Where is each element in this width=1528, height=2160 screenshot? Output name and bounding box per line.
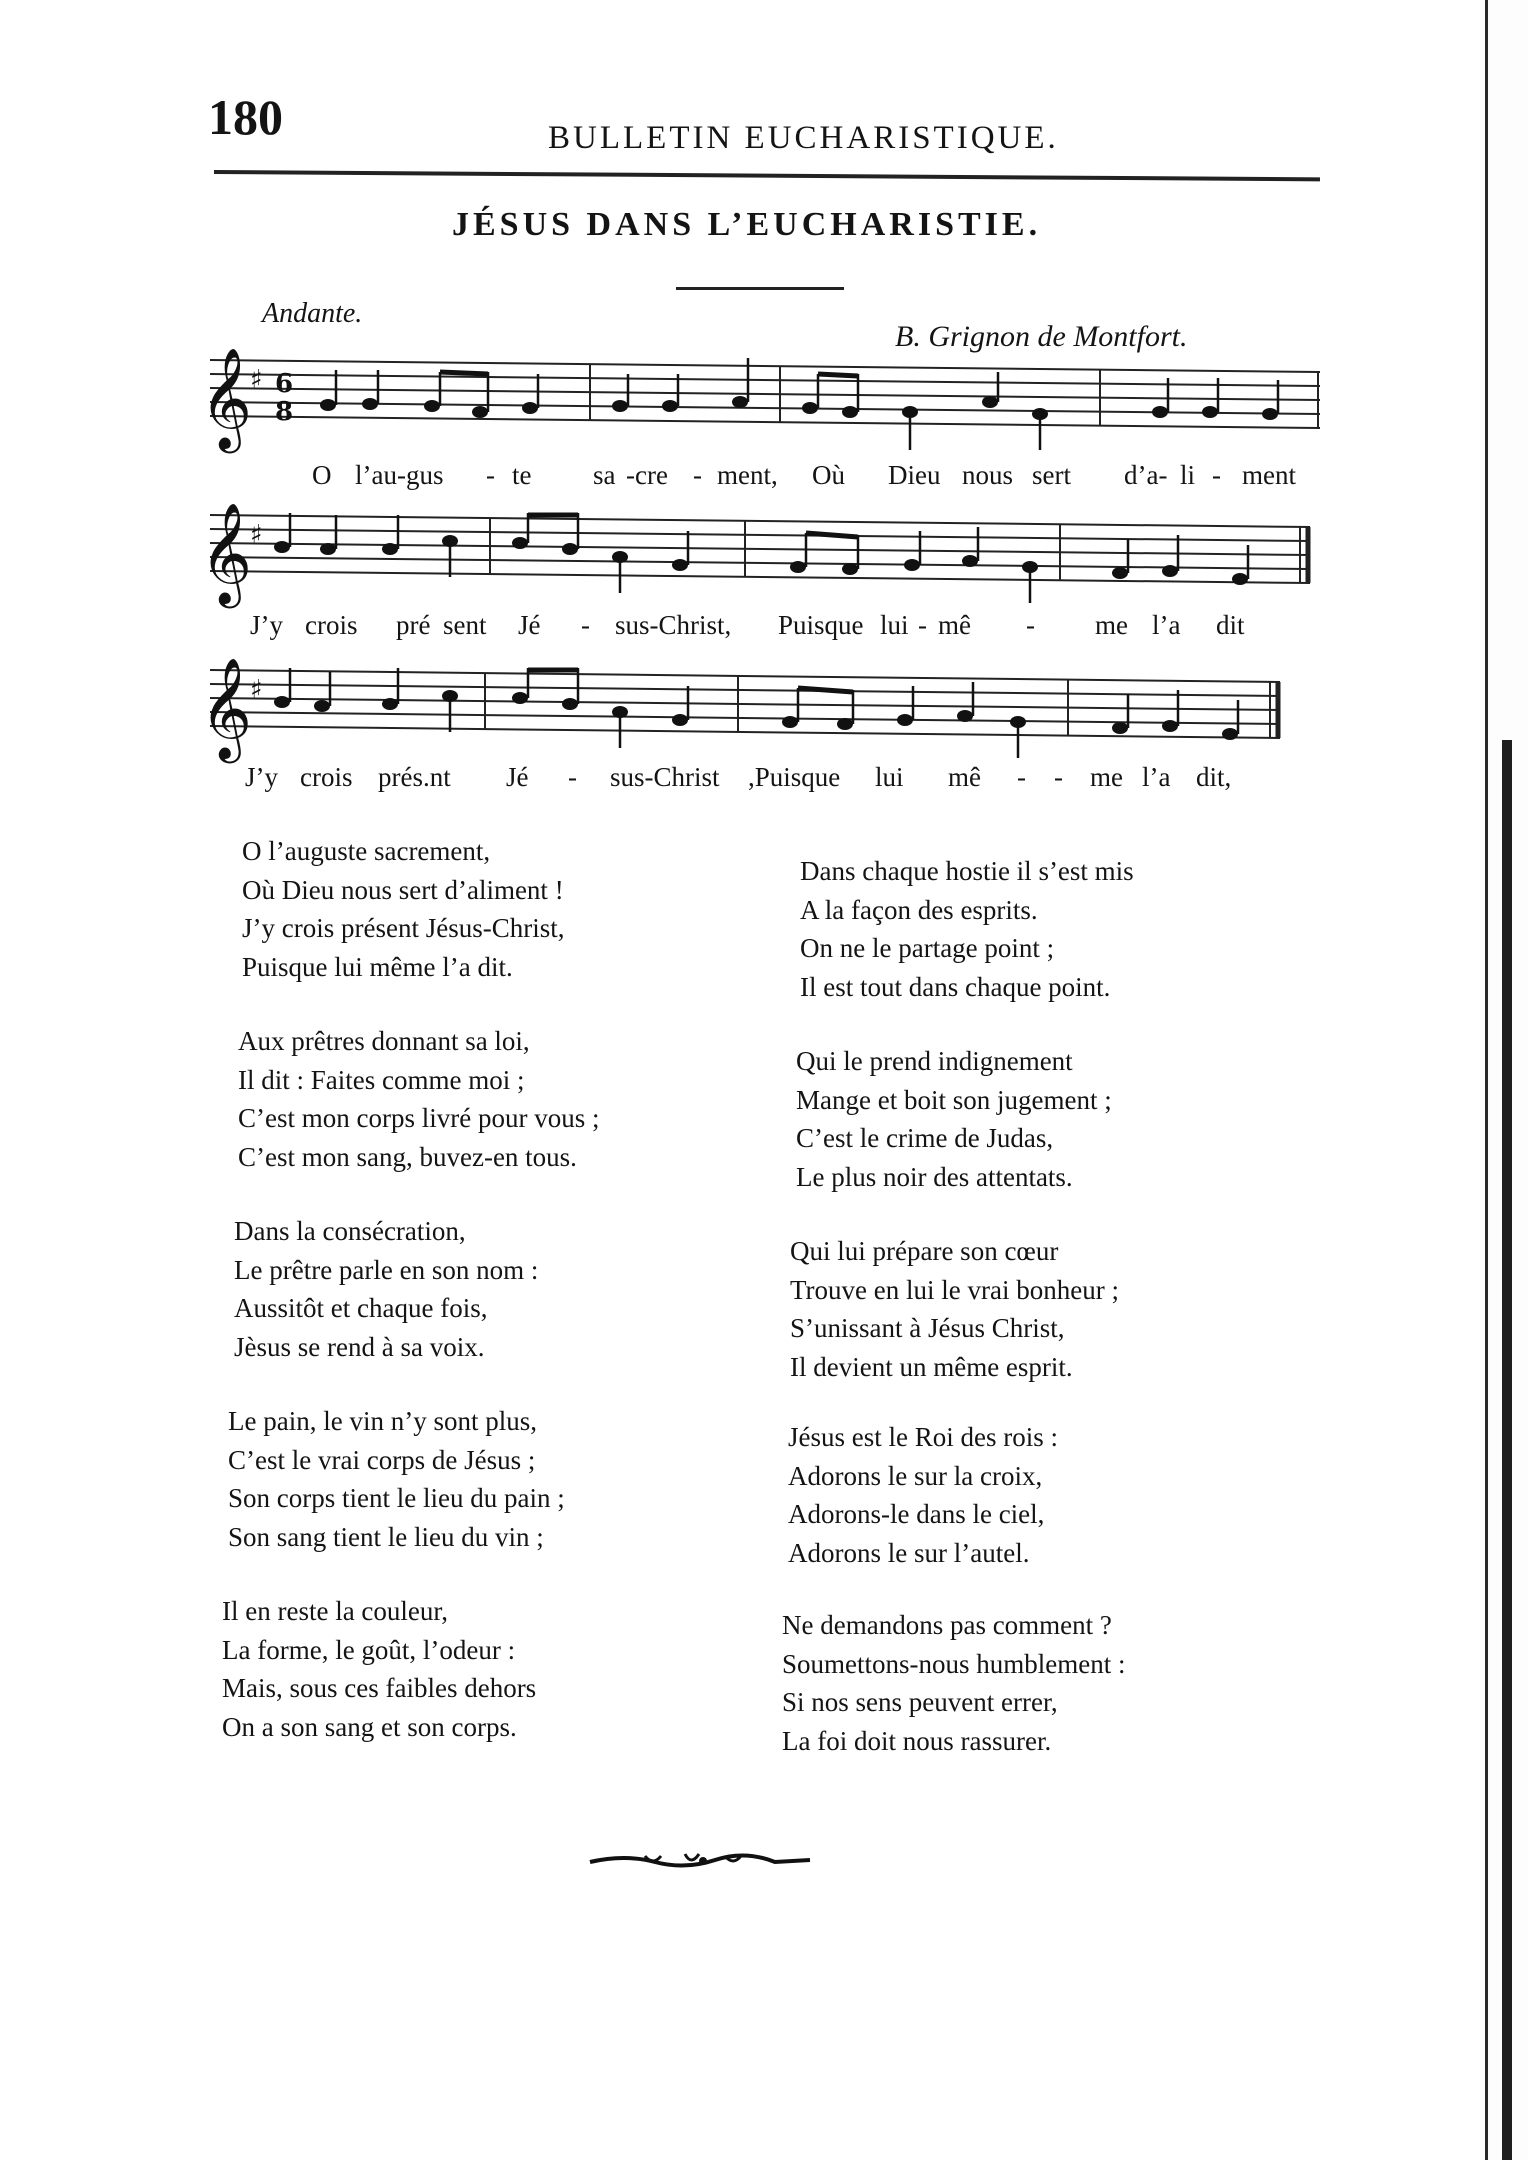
- lyric-word: -: [918, 610, 927, 640]
- lyric-word: ment: [1242, 460, 1296, 490]
- music-staff-1: [200, 346, 1320, 460]
- lyric-word: -: [1212, 460, 1221, 490]
- verse-line: Il en reste la couleur,: [222, 1596, 449, 1626]
- lyric-word: -: [1017, 762, 1026, 792]
- lyric-word: nous: [962, 460, 1014, 490]
- verse-line: Trouve en lui le vrai bonheur ;: [790, 1274, 1119, 1305]
- verse-line: Jésus est le Roi des rois :: [788, 1422, 1058, 1452]
- verse-line: Dans la consécration,: [234, 1216, 466, 1246]
- verse-line: Qui le prend indignement: [796, 1046, 1073, 1076]
- verse-line: Adorons-le dans le ciel,: [788, 1499, 1045, 1529]
- hymn-title: JÉSUS DANS L’EUCHARISTIE.: [452, 206, 1042, 243]
- verse-line: A la façon des esprits.: [800, 894, 1038, 925]
- page-number: 180: [208, 89, 283, 145]
- lyric-word: te: [512, 460, 532, 490]
- svg-text:♯: ♯: [250, 365, 263, 395]
- verse-line: Soumettons-nous humblement :: [782, 1648, 1126, 1679]
- lyric-word: Puisque: [778, 610, 864, 640]
- lyric-word: -: [486, 460, 495, 490]
- lyric-word: crois: [300, 762, 353, 792]
- lyric-word: li: [1180, 460, 1196, 490]
- lyric-word: Jé: [518, 610, 541, 640]
- page-edge: [1485, 0, 1528, 2160]
- verse-line: Le plus noir des attentats.: [796, 1161, 1073, 1192]
- stanza-right-3: [790, 1232, 1119, 1386]
- lyric-word: sa: [593, 460, 616, 490]
- verse-line: C’est mon corps livré pour vous ;: [238, 1103, 600, 1133]
- lyric-word: me: [1095, 610, 1128, 640]
- verse-line: La forme, le goût, l’odeur :: [222, 1634, 516, 1665]
- verse-line: C’est le crime de Judas,: [796, 1123, 1054, 1153]
- lyric-word: lui: [875, 762, 904, 792]
- stanza-right-4: [788, 1418, 1058, 1572]
- verse-line: Il est tout dans chaque point.: [800, 971, 1111, 1002]
- lyric-word: me: [1090, 762, 1123, 792]
- svg-text:𝄞: 𝄞: [200, 346, 253, 449]
- verse-line: Puisque lui même l’a dit.: [242, 951, 513, 982]
- svg-text:𝄞: 𝄞: [200, 656, 253, 759]
- stanza-left-4: [228, 1402, 565, 1556]
- header-rule: [214, 170, 1320, 181]
- lyric-word: Jé: [506, 762, 529, 792]
- stanza-right-2: [796, 1042, 1112, 1196]
- lyric-word: ment,: [717, 460, 778, 490]
- verse-line: Son corps tient le lieu du pain ;: [228, 1483, 565, 1513]
- stanza-right-5: [782, 1606, 1126, 1760]
- lyric-word: mê: [938, 610, 971, 640]
- verse-line: Ne demandons pas comment ?: [782, 1610, 1112, 1640]
- lyric-word: sert: [1032, 460, 1071, 490]
- lyric-word: lui: [880, 610, 909, 640]
- svg-text:6: 6: [275, 369, 294, 399]
- verse-line: S’unissant à Jésus Christ,: [790, 1313, 1065, 1343]
- verse-line: C’est mon sang, buvez-en tous.: [238, 1141, 577, 1172]
- svg-text:♯: ♯: [250, 675, 263, 705]
- stanza-left-1: [242, 832, 564, 986]
- composer-credit: B. Grignon de Montfort.: [895, 320, 1188, 353]
- tempo-marking: Andante.: [262, 298, 363, 329]
- lyric-word: l’a: [1152, 610, 1181, 640]
- lyric-word: l’au-gus: [355, 460, 444, 490]
- stanza-left-3: [234, 1212, 538, 1366]
- lyric-word: ,Puisque: [748, 762, 841, 792]
- ornament-divider: [585, 1848, 815, 1872]
- verse-line: On ne le partage point ;: [800, 933, 1055, 963]
- lyric-word: dit,: [1196, 762, 1232, 792]
- lyric-word: -cre: [626, 460, 668, 490]
- verse-line: Mais, sous ces faibles dehors: [222, 1673, 537, 1703]
- lyric-word: mê: [948, 762, 981, 792]
- lyric-word: -: [568, 762, 577, 792]
- verse-line: Aussitôt et chaque fois,: [234, 1293, 488, 1323]
- verse-line: Jèsus se rend à sa voix.: [234, 1331, 485, 1362]
- verse-line: Le pain, le vin n’y sont plus,: [228, 1406, 537, 1436]
- lyric-word: pré: [396, 610, 431, 640]
- verse-line: Où Dieu nous sert d’aliment !: [242, 874, 564, 905]
- lyric-word: J’y: [245, 762, 278, 792]
- lyric-word: O: [312, 460, 332, 490]
- verse-line: Il devient un même esprit.: [790, 1351, 1073, 1382]
- verse-line: Qui lui prépare son cœur: [790, 1236, 1059, 1266]
- verse-line: Son sang tient le lieu du vin ;: [228, 1521, 544, 1552]
- verse-line: Le prêtre parle en son nom :: [234, 1254, 539, 1285]
- lyric-word: crois: [305, 610, 358, 640]
- lyric-word: -: [1054, 762, 1063, 792]
- lyric-word: sus-Christ: [610, 762, 720, 792]
- verse-line: Adorons le sur l’autel.: [788, 1537, 1030, 1568]
- stanza-right-1: [800, 852, 1134, 1006]
- lyric-word: d’a-: [1124, 460, 1168, 490]
- lyric-word: sus-Christ,: [615, 610, 732, 640]
- svg-text:8: 8: [275, 397, 294, 427]
- verse-line: J’y crois présent Jésus-Christ,: [242, 913, 565, 943]
- running-title: BULLETIN EUCHARISTIQUE.: [548, 120, 1059, 156]
- stanza-left-5: [222, 1592, 536, 1746]
- verse-line: Il dit : Faites comme moi ;: [238, 1064, 525, 1095]
- svg-text:♯: ♯: [250, 520, 263, 550]
- lyric-word: J’y: [250, 610, 283, 640]
- verse-line: O l’auguste sacrement,: [242, 836, 491, 866]
- verse-line: On a son sang et son corps.: [222, 1711, 517, 1742]
- music-staff-2: [200, 501, 1320, 615]
- lyric-word: Où: [812, 460, 845, 490]
- lyric-word: -: [1026, 610, 1035, 640]
- verse-line: La foi doit nous rassurer.: [782, 1725, 1052, 1756]
- lyric-word: l’a: [1142, 762, 1171, 792]
- title-rule: [676, 287, 844, 290]
- verse-line: Si nos sens peuvent errer,: [782, 1687, 1058, 1717]
- verse-line: Mange et boit son jugement ;: [796, 1084, 1112, 1115]
- verse-line: Adorons le sur la croix,: [788, 1460, 1043, 1491]
- lyric-word: dit: [1216, 610, 1245, 640]
- lyric-word: sent: [443, 610, 487, 640]
- verse-line: Aux prêtres donnant sa loi,: [238, 1026, 530, 1056]
- verse-line: C’est le vrai corps de Jésus ;: [228, 1444, 536, 1475]
- stanza-left-2: [238, 1022, 599, 1176]
- svg-text:𝄞: 𝄞: [200, 501, 253, 604]
- music-staff-3: [200, 656, 1290, 770]
- lyric-word: -: [693, 460, 702, 490]
- binding-bar: [1502, 740, 1512, 2160]
- verse-line: Dans chaque hostie il s’est mis: [800, 856, 1134, 886]
- lyric-word: -: [581, 610, 590, 640]
- lyric-word: prés.nt: [378, 762, 451, 792]
- lyric-word: Dieu: [888, 460, 941, 490]
